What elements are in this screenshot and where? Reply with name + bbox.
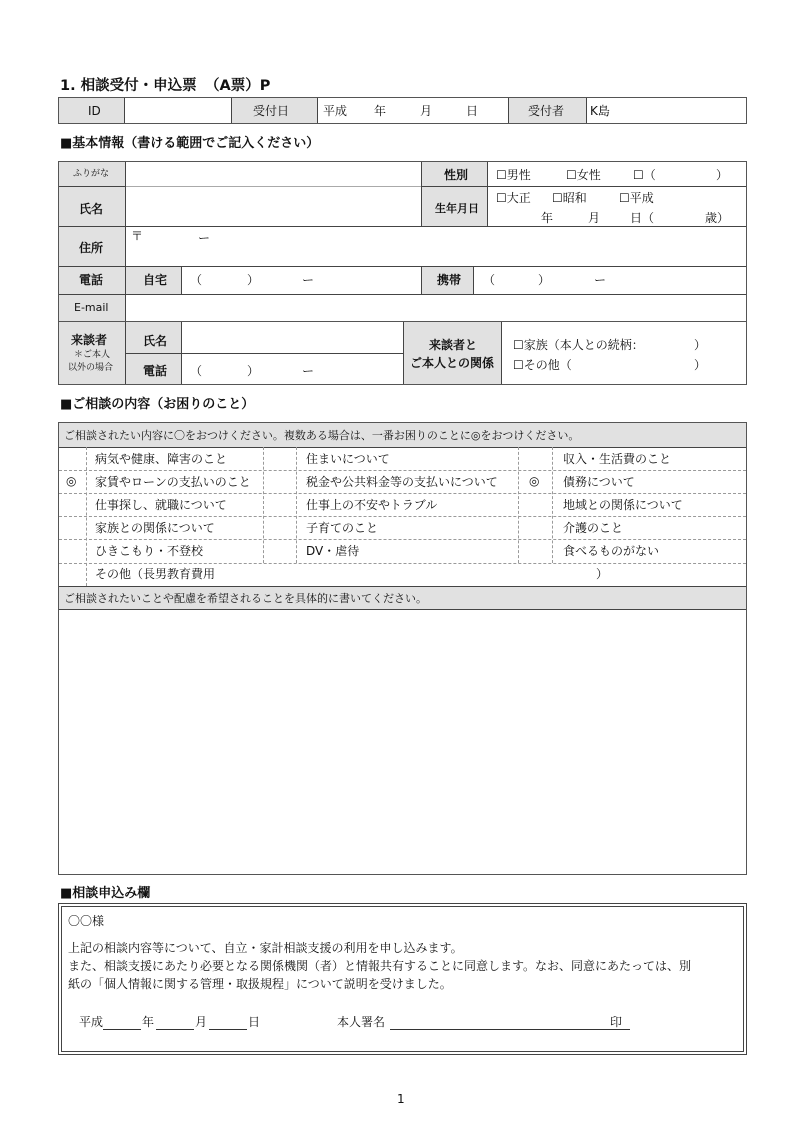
consult-mark-cell[interactable]	[59, 563, 85, 585]
consult-item-rent-loan: 家賃やローンの支払いのこと	[95, 475, 251, 489]
reception-date-label: 受付日	[253, 104, 290, 118]
consult-mark-cell[interactable]	[263, 493, 295, 515]
mobile-phone-paren-close: ）	[538, 273, 551, 287]
consult-item-tax: 税金や公共料金等の支払いについて	[306, 475, 498, 489]
email-label: E-mail	[74, 301, 109, 314]
apply-month-line[interactable]	[156, 1029, 194, 1030]
form-title: 1. 相談受付・申込票	[60, 78, 197, 94]
apply-addressee: 〇〇様	[68, 914, 105, 928]
apply-heading: ■相談申込み欄	[60, 886, 151, 901]
gender-male-checkbox[interactable]: ☐男性	[496, 168, 531, 182]
home-phone-paren-open: （	[190, 273, 203, 287]
consult-mark-cell[interactable]	[59, 539, 85, 561]
furigana-field[interactable]	[125, 162, 419, 185]
page-number: 1	[397, 1092, 405, 1106]
consult-mark-double-circle[interactable]: ◎	[66, 474, 77, 488]
visitor-phone-dash: ー	[302, 364, 315, 378]
era-heisei-checkbox[interactable]: ☐平成	[619, 191, 654, 205]
consult-mark-cell[interactable]	[59, 493, 85, 515]
reception-year: 年	[374, 104, 387, 118]
ticket-label: （A票）P	[205, 78, 271, 94]
home-phone-field[interactable]	[182, 267, 419, 292]
consult-item-income: 収入・生活費のこと	[563, 452, 672, 466]
consult-item-housing: 住まいについて	[306, 452, 390, 466]
consult-mark-double-circle[interactable]: ◎	[529, 474, 540, 488]
gender-other-close: ）	[716, 168, 729, 182]
signature-label: 本人署名	[337, 1015, 386, 1029]
visitor-note-2: 以外の場合	[68, 363, 114, 373]
postal-mark: 〒	[131, 229, 144, 243]
birth-year: 年	[541, 211, 554, 225]
consult-item-other[interactable]: その他（長男教育費用	[95, 567, 216, 581]
home-phone-paren-close: ）	[247, 273, 260, 287]
consult-item-dv: DV・虐待	[306, 544, 360, 558]
consult-mark-cell[interactable]	[59, 447, 85, 469]
postal-dash: ー	[198, 231, 211, 245]
reception-day: 日	[466, 104, 479, 118]
era-taisho-checkbox[interactable]: ☐大正	[496, 191, 531, 205]
seal-mark: 印	[610, 1015, 623, 1029]
consult-other-close: ）	[596, 567, 609, 581]
gender-label: 性別	[444, 168, 469, 182]
name-field[interactable]	[125, 186, 419, 225]
apply-day-line[interactable]	[209, 1029, 247, 1030]
home-phone-dash: ー	[302, 273, 315, 287]
email-field[interactable]	[125, 294, 745, 320]
visitor-name-label: 氏名	[143, 334, 168, 348]
relation-label-2: ご本人との関係	[410, 356, 495, 370]
mobile-phone-field[interactable]	[474, 267, 745, 292]
consult-item-illness: 病気や健康、障害のこと	[95, 452, 228, 466]
consult-detail-instruction: ご相談されたいことや配慮を希望されることを具体的に書いてください。	[64, 592, 427, 605]
apply-line-2: また、相談支援にあたり必要となる関係機関（者）と情報共有することに同意します。なお、同意にあたっては、別	[68, 959, 692, 973]
reception-era: 平成	[323, 104, 348, 118]
consult-mark-cell[interactable]	[263, 470, 295, 492]
relation-family-close: ）	[694, 338, 707, 352]
mobile-phone-dash: ー	[594, 273, 607, 287]
consult-mark-cell[interactable]	[519, 539, 551, 561]
relation-family-checkbox[interactable]: ☐家族（本人との続柄：	[513, 338, 644, 352]
birth-day: 日（	[630, 211, 655, 225]
visitor-name-field[interactable]	[182, 322, 402, 352]
consult-item-work-trouble: 仕事上の不安やトラブル	[306, 498, 438, 512]
consult-mark-cell[interactable]	[519, 493, 551, 515]
id-label: ID	[88, 104, 101, 118]
visitor-phone-label: 電話	[143, 364, 168, 378]
consult-item-withdrawal: ひきこもり・不登校	[95, 544, 204, 558]
visitor-note-1: ＊ご本人	[74, 350, 111, 360]
consult-item-food: 食べるものがない	[563, 544, 660, 558]
consult-item-nursing: 介護のこと	[563, 521, 624, 535]
visitor-phone-paren-open: （	[190, 364, 203, 378]
visitor-phone-paren-close: ）	[247, 364, 260, 378]
mobile-phone-paren-open: （	[483, 273, 496, 287]
consult-mark-cell[interactable]	[263, 539, 295, 561]
consult-item-debt: 債務について	[563, 475, 635, 489]
apply-year: 年	[142, 1015, 155, 1029]
mobile-phone-label: 携帯	[437, 273, 462, 287]
staff-label: 受付者	[528, 104, 565, 118]
name-label: 氏名	[79, 202, 104, 216]
consult-instruction: ご相談されたい内容に〇をおつけください。複数ある場合は、一番お困りのことに◎をおつけください。	[64, 429, 580, 442]
phone-label: 電話	[79, 273, 104, 287]
consult-heading: ■ご相談の内容（お困りのこと）	[60, 397, 255, 412]
address-field[interactable]	[125, 226, 745, 265]
visitor-phone-field[interactable]	[182, 353, 402, 383]
birth-label: 生年月日	[435, 202, 479, 215]
apply-month: 月	[195, 1015, 208, 1029]
visitor-label: 来談者	[71, 333, 108, 347]
gender-other-checkbox[interactable]: ☐（	[633, 168, 656, 182]
consult-mark-cell[interactable]	[59, 516, 85, 538]
apply-era: 平成	[79, 1015, 104, 1029]
birth-age: 歳）	[705, 211, 730, 225]
birth-month: 月	[588, 211, 601, 225]
home-phone-label: 自宅	[143, 273, 168, 287]
apply-day: 日	[248, 1015, 261, 1029]
gender-female-checkbox[interactable]: ☐女性	[566, 168, 601, 182]
apply-line-1: 上記の相談内容等について、自立・家計相談支援の利用を申し込みます。	[68, 941, 463, 955]
reception-month: 月	[420, 104, 433, 118]
address-label: 住所	[79, 241, 104, 255]
consult-item-job-search: 仕事探し、就職について	[95, 498, 227, 512]
relation-label-1: 来談者と	[429, 338, 478, 352]
consult-mark-cell[interactable]	[263, 447, 295, 469]
consult-item-childcare: 子育てのこと	[306, 521, 379, 535]
consult-item-family: 家族との関係について	[95, 521, 215, 535]
consult-mark-cell[interactable]	[263, 516, 295, 538]
relation-other-close: ）	[694, 358, 707, 372]
consult-detail-textarea[interactable]	[59, 610, 745, 874]
relation-other-checkbox[interactable]: ☐その他（	[513, 358, 572, 372]
apply-line-3: 紙の「個人情報に関する管理・取扱規程」について説明を受けました。	[68, 977, 452, 991]
consult-mark-cell[interactable]	[519, 447, 551, 469]
consult-mark-cell[interactable]	[519, 516, 551, 538]
era-showa-checkbox[interactable]: ☐昭和	[552, 191, 587, 205]
signature-line[interactable]	[390, 1029, 630, 1030]
basic-info-heading: ■基本情報（書ける範囲でご記入ください）	[60, 136, 320, 151]
consult-item-community: 地域との関係について	[563, 498, 683, 512]
apply-year-line[interactable]	[103, 1029, 141, 1030]
id-field[interactable]	[124, 98, 230, 123]
staff-value[interactable]: K島	[590, 104, 610, 118]
furigana-label: ふりがな	[73, 169, 110, 179]
